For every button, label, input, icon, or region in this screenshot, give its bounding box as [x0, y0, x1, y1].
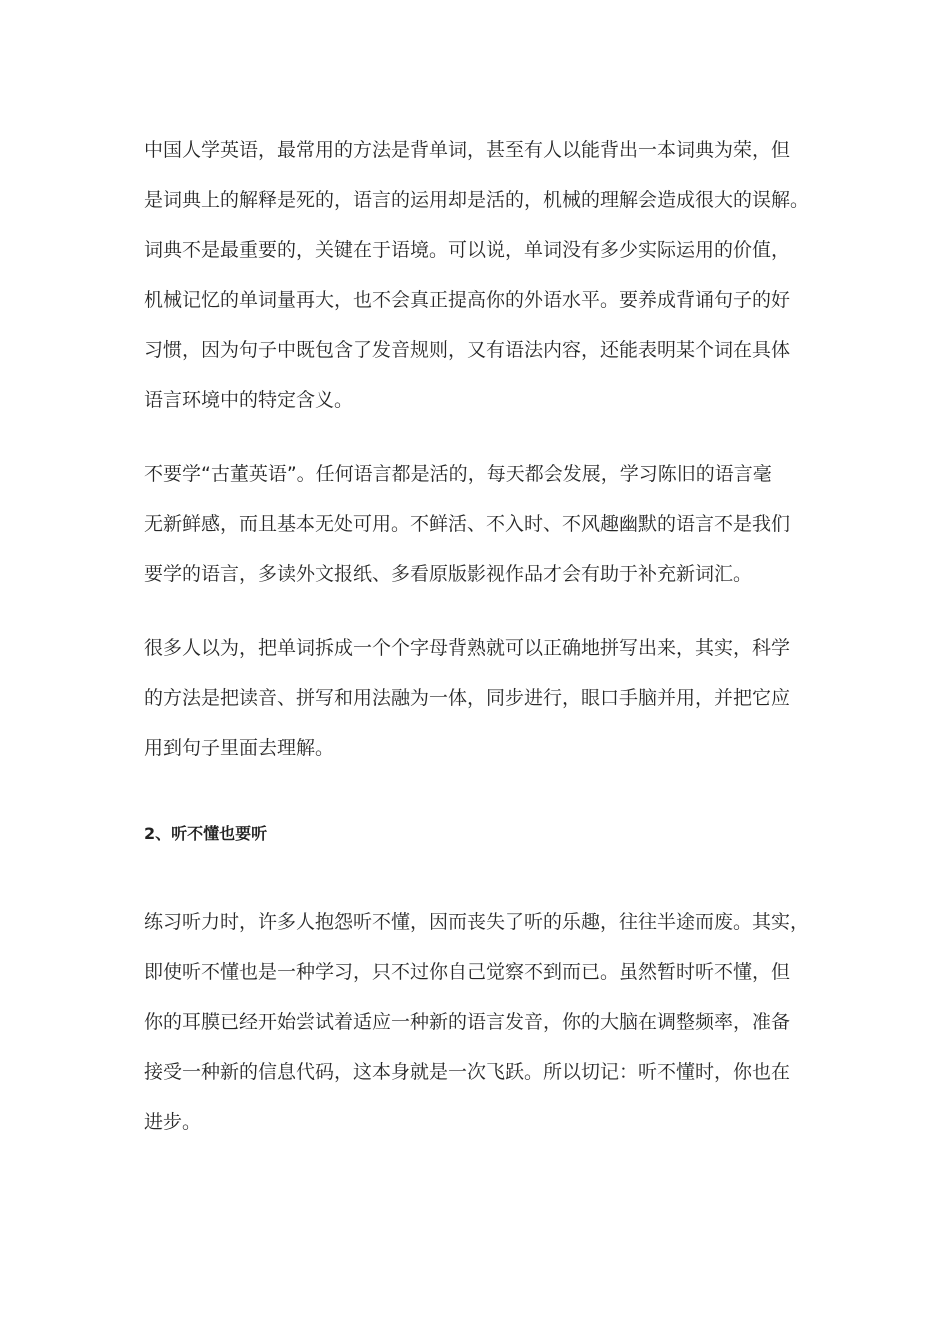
- paragraph-line: 即使听不懂也是一种学习，只不过你自己觉察不到而已。虽然暂时听不懂，但: [144, 961, 791, 983]
- paragraph-line: 语言环境中的特定含义。: [144, 389, 354, 411]
- paragraph-line: 不要学“古董英语”。任何语言都是活的，每天都会发展，学习陈旧的语言毫: [144, 463, 772, 485]
- paragraph-line: 的方法是把读音、拼写和用法融为一体，同步进行，眼口手脑并用，并把它应: [144, 687, 791, 709]
- paragraph-line: 中国人学英语，最常用的方法是背单词，甚至有人以能背出一本词典为荣，但: [144, 139, 791, 161]
- paragraph-line: 练习听力时，许多人抱怨听不懂，因而丧失了听的乐趣，往往半途而废。其实，: [144, 911, 810, 933]
- paragraph-line: 用到句子里面去理解。: [144, 737, 335, 759]
- paragraph-line: 很多人以为，把单词拆成一个个字母背熟就可以正确地拼写出来，其实，科学: [144, 637, 791, 659]
- paragraph-line: 词典不是最重要的，关键在于语境。可以说，单词没有多少实际运用的价值，: [144, 239, 791, 261]
- paragraph-line: 要学的语言，多读外文报纸、多看原版影视作品才会有助于补充新词汇。: [144, 563, 753, 585]
- paragraph-line: 是词典上的解释是死的，语言的运用却是活的，机械的理解会造成很大的误解。: [144, 189, 810, 211]
- paragraph-line: 进步。: [144, 1111, 202, 1133]
- paragraph-line: 无新鲜感，而且基本无处可用。不鲜活、不入时、不风趣幽默的语言不是我们: [144, 513, 791, 535]
- section-heading: 2、听不懂也要听: [144, 824, 268, 843]
- paragraph-line: 你的耳膜已经开始尝试着适应一种新的语言发音，你的大脑在调整频率，准备: [144, 1011, 791, 1033]
- paragraph-line: 机械记忆的单词量再大，也不会真正提高你的外语水平。要养成背诵句子的好: [144, 289, 791, 311]
- paragraph-line: 习惯，因为句子中既包含了发音规则，又有语法内容，还能表明某个词在具体: [144, 339, 791, 361]
- paragraph-line: 接受一种新的信息代码，这本身就是一次飞跃。所以切记：听不懂时，你也在: [144, 1061, 791, 1083]
